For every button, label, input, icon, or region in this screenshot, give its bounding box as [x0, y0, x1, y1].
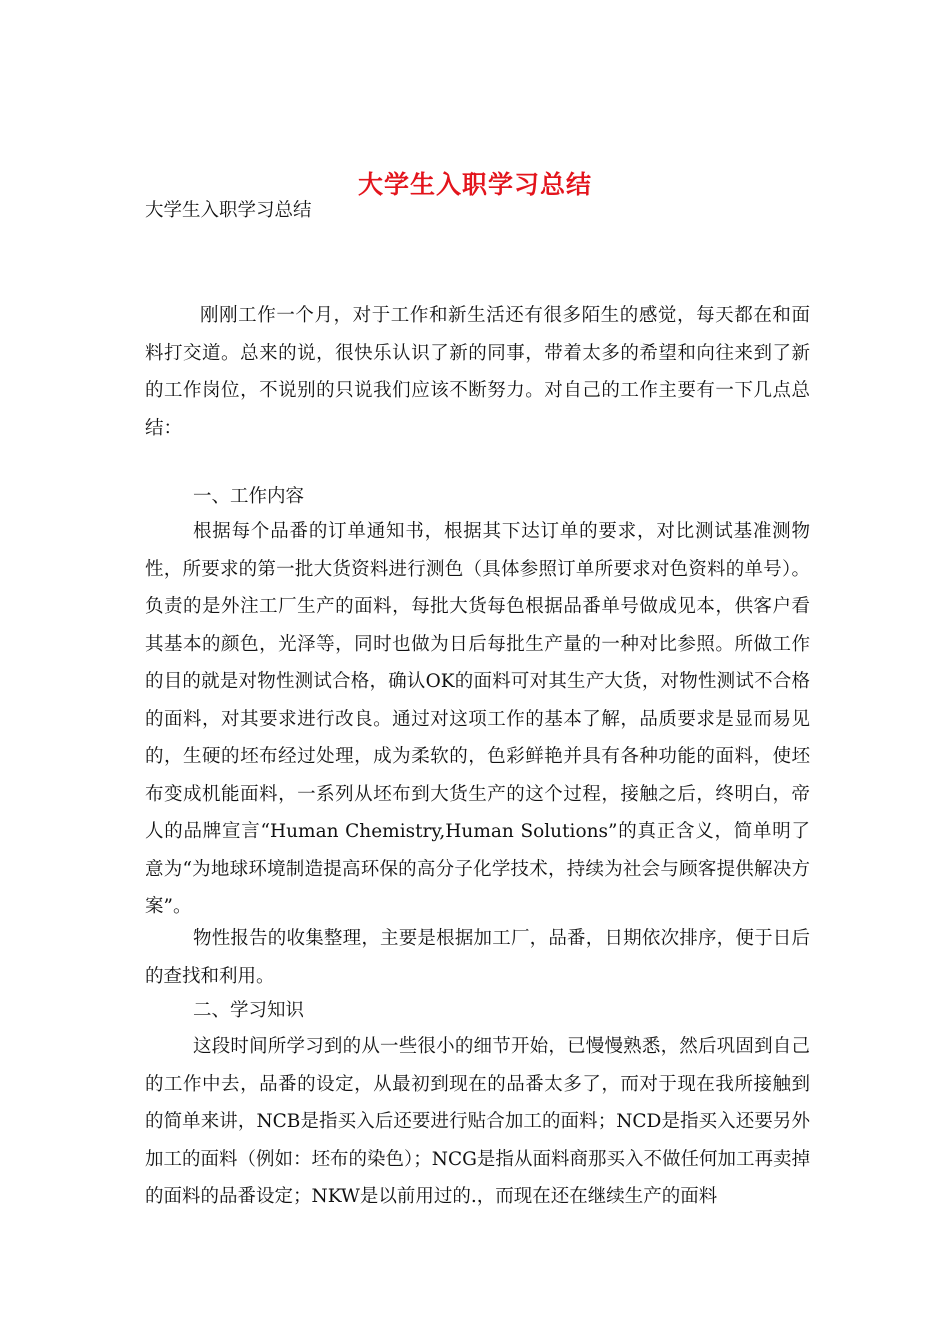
document-subtitle: 大学生入职学习总结: [145, 200, 312, 221]
intro-paragraph: 刚刚工作一个月，对于工作和新生活还有很多陌生的感觉，每天都在和面料打交道。总来的说，很快乐认识了新的同事，带着太多的希望和向往来到了新的工作岗位，不说别的只说我们应该不断努力。对自己的工作主要有一下几点总结：: [145, 305, 810, 439]
document-title: 大学生入职学习总结: [357, 169, 592, 199]
work-content-paragraph: 根据每个品番的订单通知书，根据其下达订单的要求，对比测试基准测物性，所要求的第一批大货资料进行测色（具体参照订单所要求对色资料的单号）。负责的是外注工厂生产的面料，每批大货每色根据品番单号做成见本，供客户看其基本的颜色，光泽等，同时也做为日后每批生产量的一种对比参照。所做工作的目的就是对物性测试合格，确认OK的面料可对其生产大货，对物性测试不合格的面料，对其要求进行改良。通过对这项工作的基本了解，品质要求是显而易见的，生硬的坯布经过处理，成为柔软的，色彩鲜艳并具有各种功能的面料，使坯布变成机能面料，一系列从坯布到大货生产的这个过程，接触之后，终明白，帝人的品牌宣言“Human Chemistry,Human Solutions”的真正含义，简单明了意为“为地球环境制造提高环保的高分子化学技术，持续为社会与顾客提供解决方案”。: [145, 521, 810, 917]
section-heading-work-content: 一、工作内容: [193, 486, 305, 507]
report-paragraph: 物性报告的收集整理，主要是根据加工厂，品番，日期依次排序，便于日后的查找和利用。: [145, 928, 810, 987]
section-heading-learning: 二、学习知识: [193, 1000, 305, 1021]
learning-paragraph: 这段时间所学习到的从一些很小的细节开始，已慢慢熟悉，然后巩固到自己的工作中去，品番的设定，从最初到现在的品番太多了，而对于现在我所接触到的简单来讲，NCB是指买入后还要进行贴合加工的面料；NCD是指买入还要另外加工的面料（例如：坯布的染色）；NCG是指从面料商那买入不做任何加工再卖掉的面料的品番设定；NKW是以前用过的.，而现在还在继续生产的面料: [145, 1036, 810, 1207]
